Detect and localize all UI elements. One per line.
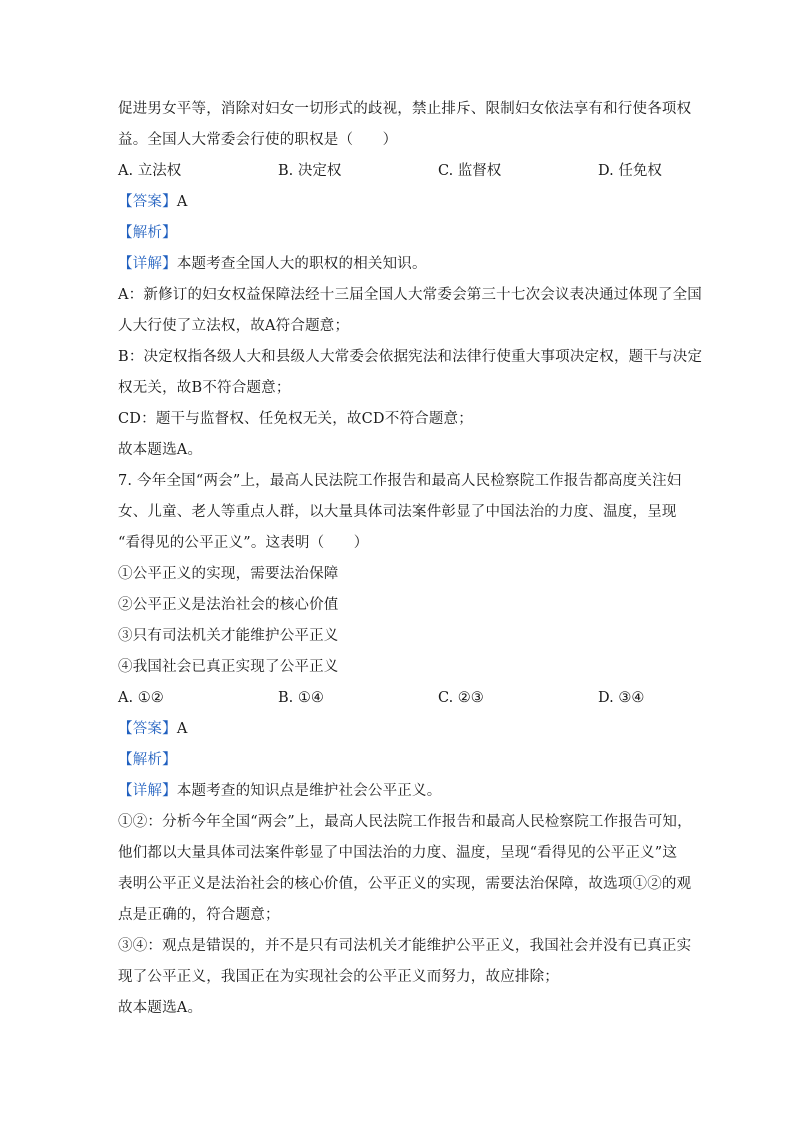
q6-analysis-tag: 【解析】 <box>118 225 177 241</box>
q6-detail-tag: 【详解】 <box>118 256 177 272</box>
q7-detail-tag: 【详解】 <box>118 783 177 799</box>
q6-detail-line-7: 故本题选A。 <box>118 442 203 458</box>
q7-answer-tag: 【答案】 <box>118 721 177 737</box>
q6-answer <box>118 187 678 218</box>
q7-statement-2: ②公平正义是法治社会的核心价值 <box>118 597 339 613</box>
q6-option-a: A. 立法权 <box>118 163 182 179</box>
q7-detail-line-5: 点是正确的，符合题意； <box>118 907 280 923</box>
q7-statement-4: ④我国社会已真正实现了公平正义 <box>118 659 339 675</box>
q7-answer <box>118 714 678 745</box>
q7-analysis-heading <box>118 745 678 776</box>
q6-detail-text: 本题考查全国人大的职权的相关知识。 <box>176 256 427 272</box>
q7-statement-3: ③只有司法机关才能维护公平正义 <box>118 628 339 644</box>
q7-detail-line-6: ③④：观点是错误的，并不是只有司法机关才能维护公平正义，我国社会并没有已真正实 <box>118 938 692 954</box>
q6-option-d: D. 任免权 <box>598 163 662 179</box>
q7-stem-line-1: 7. 今年全国“两会”上，最高人民法院工作报告和最高人民检察院工作报告都高度关注妇 <box>118 473 682 489</box>
q7-statement-1: ①公平正义的实现，需要法治保障 <box>118 566 339 582</box>
q6-answer-value: A <box>176 194 188 210</box>
q6-analysis-heading <box>118 218 678 249</box>
q7-detail-line-1 <box>118 776 678 807</box>
q7-detail-line-2: ①②：分析今年全国“两会”上，最高人民法院工作报告和最高人民检察院工作报告可知， <box>118 814 692 830</box>
q6-detail-line-5: 权无关，故B不符合题意； <box>118 380 291 396</box>
q7-answer-value: A <box>176 721 188 737</box>
q7-option-d: D. ③④ <box>598 690 645 706</box>
q6-stem-line-1: 促进男女平等，消除对妇女一切形式的歧视，禁止排斥、限制妇女依法享有和行使各项权 <box>118 101 692 117</box>
q6-options <box>118 156 678 187</box>
q6-detail-line-1 <box>118 249 678 280</box>
q7-detail-line-8: 故本题选A。 <box>118 1000 203 1016</box>
q7-detail-line-7: 现了公平正义，我国正在为实现社会的公平正义而努力，故应排除； <box>118 969 559 985</box>
q7-detail-line-3: 他们都以大量具体司法案件彰显了中国法治的力度、温度，呈现“看得见的公平正义”这 <box>118 845 678 861</box>
q7-option-a: A. ①② <box>118 690 164 706</box>
document-page <box>118 94 703 1024</box>
q6-option-b: B. 决定权 <box>278 163 342 179</box>
q7-analysis-tag: 【解析】 <box>118 752 177 768</box>
q6-detail-line-3: 人大行使了立法权，故A符合题意； <box>118 318 350 334</box>
q7-stem-line-3: “看得见的公平正义”。这表明（ ） <box>118 535 369 551</box>
q7-detail-text: 本题考查的知识点是维护社会公平正义。 <box>176 783 442 799</box>
q6-detail-line-2: A：新修订的妇女权益保障法经十三届全国人大常委会第三十七次会议表决通过体现了全国 <box>118 287 702 303</box>
q7-stem-line-2: 女、儿童、老人等重点人群，以大量具体司法案件彰显了中国法治的力度、温度，呈现 <box>118 504 677 520</box>
q7-options <box>118 683 678 714</box>
q7-detail-line-4: 表明公平正义是法治社会的核心价值，公平正义的实现，需要法治保障，故选项①②的观 <box>118 876 692 892</box>
q7-option-b: B. ①④ <box>278 690 324 706</box>
q6-detail-line-6: CD：题干与监督权、任免权无关，故CD不符合题意； <box>118 411 473 427</box>
q6-option-c: C. 监督权 <box>438 163 502 179</box>
q7-option-c: C. ②③ <box>438 690 484 706</box>
q6-detail-line-4: B：决定权指各级人大和县级人大常委会依据宪法和法律行使重大事项决定权，题干与决定 <box>118 349 703 365</box>
q6-stem-line-2: 益。全国人大常委会行使的职权是（ ） <box>118 132 398 148</box>
q6-answer-tag: 【答案】 <box>118 194 177 210</box>
